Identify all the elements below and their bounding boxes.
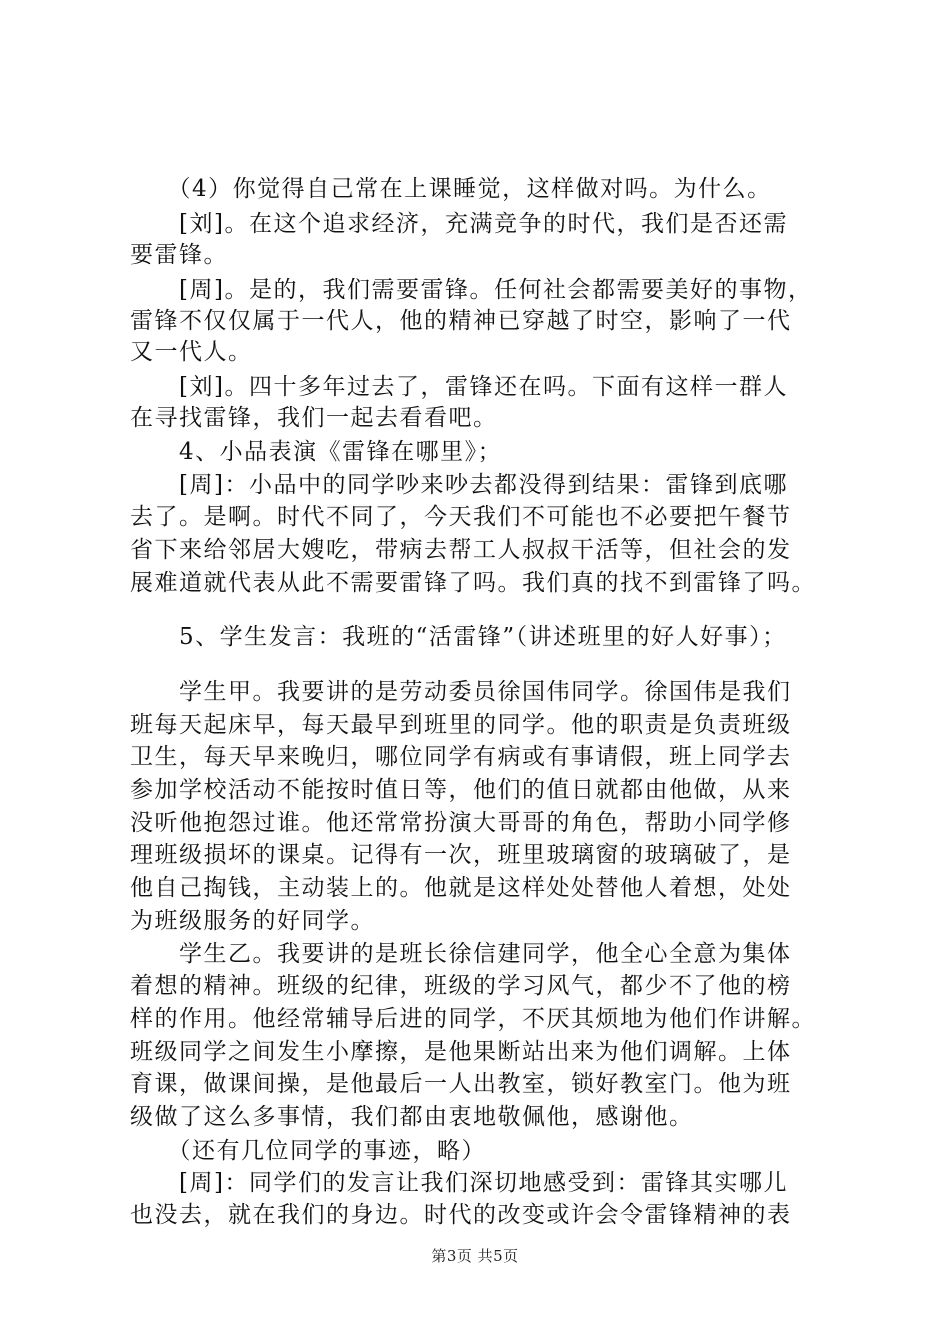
page-number-footer: 第3页 共5页 [431,1247,519,1265]
paragraph-line: 没听他抱怨过谁。他还常常扮演大哥哥的角色，帮助小同学修 [130,810,792,836]
section-heading: 5、学生发言：我班的“活雷锋”（讲述班里的好人好事）； [130,624,787,650]
paragraph-line: [刘]。四十多年过去了，雷锋还在吗。下面有这样一群人 [130,374,788,400]
paragraph-line: 要雷锋。 [130,242,228,268]
paragraph-line: （还有几位同学的事迹，略） [130,1138,486,1164]
paragraph-line: 又一代人。 [130,339,253,365]
paragraph-line: 学生甲。我要讲的是劳动委员徐国伟同学。徐国伟是我们 [130,679,792,705]
paragraph-line: 去了。是啊。时代不同了，今天我们不可能也不必要把午餐节 [130,504,792,530]
paragraph-line: 样的作用。他经常辅导后进的同学，不厌其烦地为他们作讲解。 [130,1006,816,1032]
paragraph-line: 育课，做课间操，是他最后一人出教室，锁好教室门。他为班 [130,1071,792,1097]
paragraph-line: 着想的精神。班级的纪律，班级的学习风气，都少不了他的榜 [130,973,792,999]
paragraph-line: 班级同学之间发生小摩擦，是他果断站出来为他们调解。上体 [130,1039,792,1065]
section-heading: 4、小品表演《雷锋在哪里》； [130,439,503,465]
paragraph-line: [周]：同学们的发言让我们深切地感受到：雷锋其实哪儿 [130,1170,788,1196]
paragraph-line: 学生乙。我要讲的是班长徐信建同学，他全心全意为集体 [130,941,792,967]
paragraph-line: 省下来给邻居大嫂吃，带病去帮工人叔叔干活等，但社会的发 [130,537,792,563]
paragraph-line: 卫生，每天早来晚归，哪位同学有病或有事请假，班上同学去 [130,744,792,770]
paragraph-line: 级做了这么多事情，我们都由衷地敬佩他，感谢他。 [130,1104,694,1130]
paragraph-line: 理班级损坏的课桌。记得有一次，班里玻璃窗的玻璃破了，是 [130,842,792,868]
paragraph-line: （4）你觉得自己常在上课睡觉，这样做对吗。为什么。 [130,176,772,202]
paragraph-line: [刘]。在这个追求经济，充满竞争的时代，我们是否还需 [130,211,788,237]
paragraph-line: [周]。是的，我们需要雷锋。任何社会都需要美好的事物， [130,277,813,303]
paragraph-line: 在寻找雷锋，我们一起去看看吧。 [130,405,498,431]
paragraph-line: 也没去，就在我们的身边。时代的改变或许会令雷锋精神的表 [130,1202,792,1228]
paragraph-line: 展难道就代表从此不需要雷锋了吗。我们真的找不到雷锋了吗。 [130,570,816,596]
paragraph-line: 他自己掏钱，主动装上的。他就是这样处处替他人着想，处处 [130,875,792,901]
paragraph-line: 为班级服务的好同学。 [130,908,375,934]
paragraph-line: 参加学校活动不能按时值日等，他们的值日就都由他做，从来 [130,777,792,803]
paragraph-line: 雷锋不仅仅属于一代人，他的精神已穿越了时空，影响了一代 [130,308,792,334]
paragraph-line: 班每天起床早，每天最早到班里的同学。他的职责是负责班级 [130,712,792,738]
paragraph-line: [周]：小品中的同学吵来吵去都没得到结果：雷锋到底哪 [130,472,788,498]
